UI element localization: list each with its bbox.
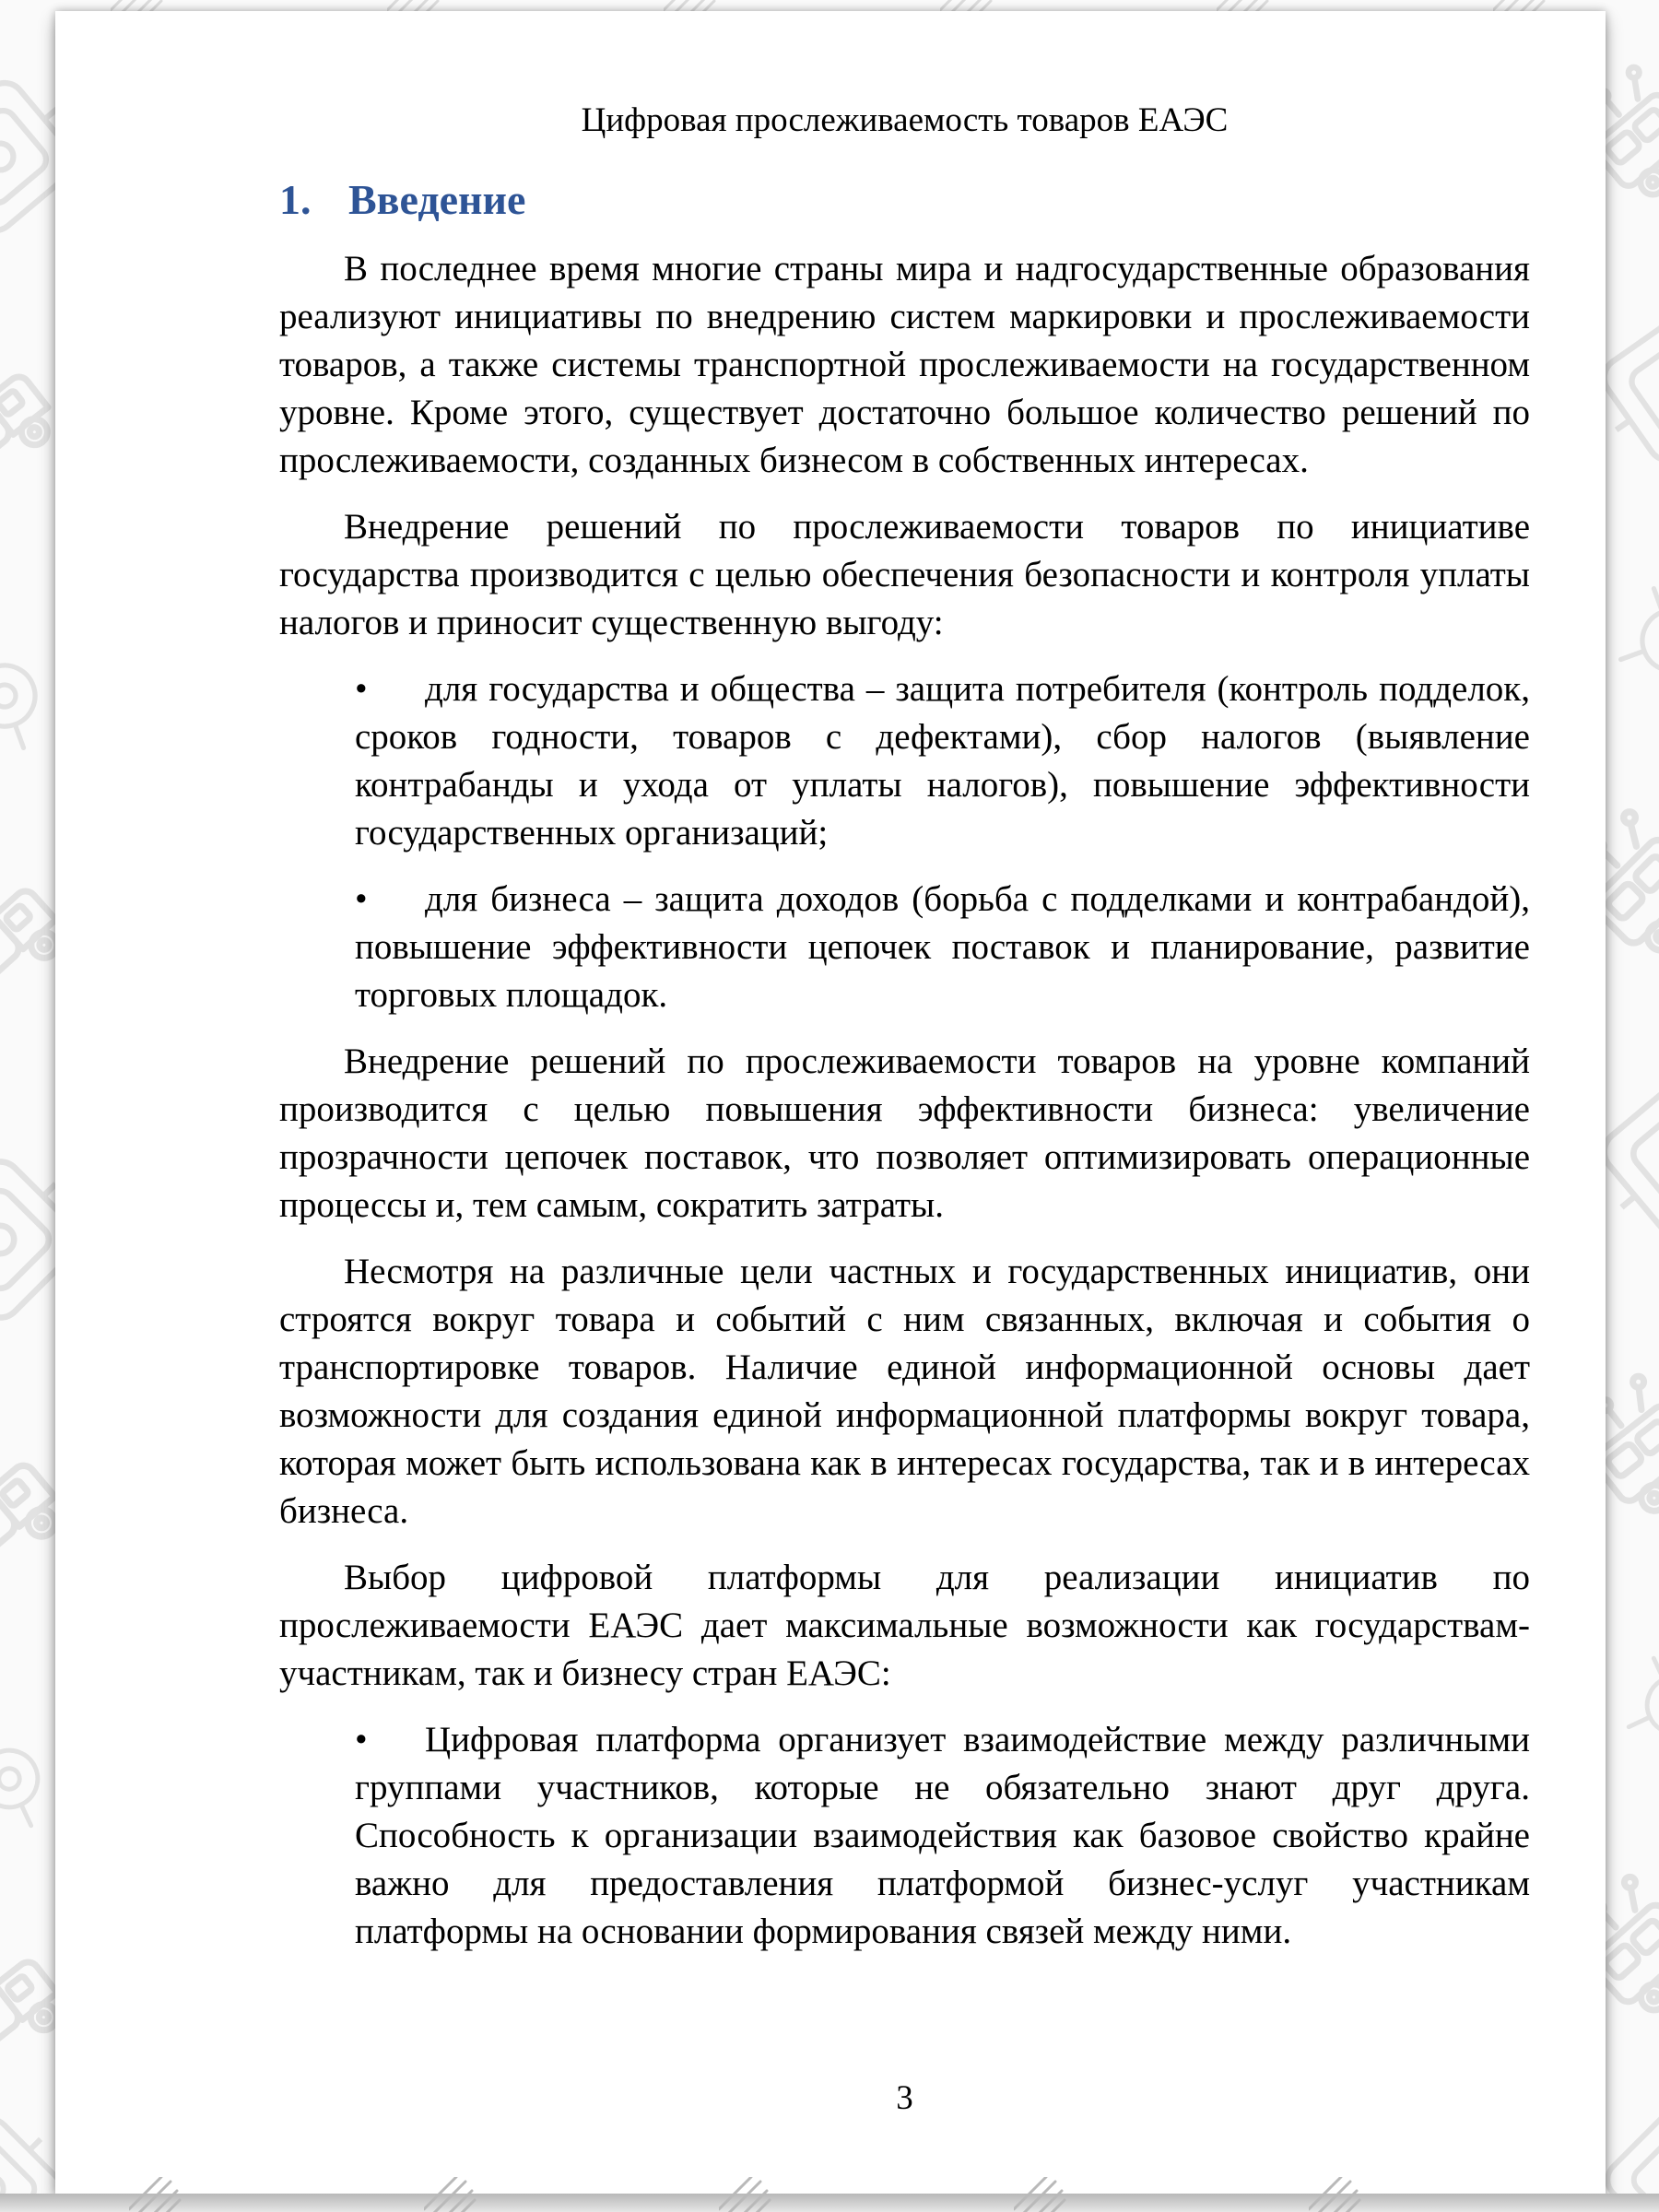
document-body (279, 245, 1530, 1956)
bullet-marker-icon: • (355, 669, 368, 709)
bullet-marker-icon: • (355, 1720, 368, 1759)
bullet-text: для государства и общества – защита потребителя (контроль подделок, сроков годности, товаров с дефектами), сбор налогов (выявление контрабанды и ухода от уплаты налогов), повышение эффективности государственных организаций; (355, 669, 1530, 853)
section-number: 1. (279, 176, 312, 223)
page-content (279, 11, 1530, 1974)
bullet-text: Цифровая платформа организует взаимодействие между различными группами участников, которые не обязательно знают друг друга. Способность к организации взаимодействия как базовое свойство крайне важно для предоставления платформой бизнес-услуг участникам платформы на основании формирования связей между ними. (355, 1720, 1530, 1951)
hatch-icon (1014, 2177, 1069, 2212)
hatch-icon (719, 2177, 774, 2212)
bullet-text: для бизнеса – защита доходов (борьба с подделками и контрабандой), повышение эффективности цепочек поставок и планирование, развитие торговых площадок. (355, 879, 1530, 1015)
paragraph: Выбор цифровой платформы для реализации инициатив по прослеживаемости ЕАЭС дает максимальные возможности как государствам-участникам, так и бизнесу стран ЕАЭС: (279, 1558, 1530, 1693)
paragraph: Внедрение решений по прослеживаемости товаров на уровне компаний производится с целью повышения эффективности бизнеса: увеличение прозрачности цепочек поставок, что позволяет оптимизировать операционные процессы и, тем самым, сократить затраты. (279, 1041, 1530, 1225)
bullet-marker-icon: • (355, 879, 368, 919)
background-bottom-strip (0, 2194, 1659, 2212)
bullet-list-item (279, 876, 1530, 1019)
bullet-list-item (279, 1716, 1530, 1956)
hatch-icon (1309, 2177, 1364, 2212)
running-header: Цифровая прослеживаемость товаров ЕАЭС (581, 101, 1229, 139)
hatch-icon (129, 2177, 184, 2212)
bullet-list-item (279, 665, 1530, 857)
section-heading (279, 173, 1530, 227)
paragraph: Несмотря на различные цели частных и государственных инициатив, они строятся вокруг товара и событий с ним связанных, включая и события о транспортировке товаров. Наличие единой информационной основы дает возможности для создания единой информационной платформы вокруг товара, которая может быть использована как в интересах государства, так и в интересах бизнеса. (279, 1252, 1530, 1531)
page-number: 3 (896, 2079, 913, 2117)
paragraph: Внедрение решений по прослеживаемости товаров по инициативе государства производится с целью обеспечения безопасности и контроля уплаты налогов и приносит существенную выгоду: (279, 507, 1530, 642)
hatch-icon (424, 2177, 479, 2212)
section-title: Введение (348, 176, 526, 223)
document-page (55, 11, 1606, 2194)
paragraph: В последнее время многие страны мира и надгосударственные образования реализуют инициативы по внедрению систем маркировки и прослеживаемости товаров, а также системы транспортной прослеживаемости на государственном уровне. Кроме этого, существует достаточно большое количество решений по прослеживаемости, созданных бизнесом в собственных интересах. (279, 249, 1530, 480)
